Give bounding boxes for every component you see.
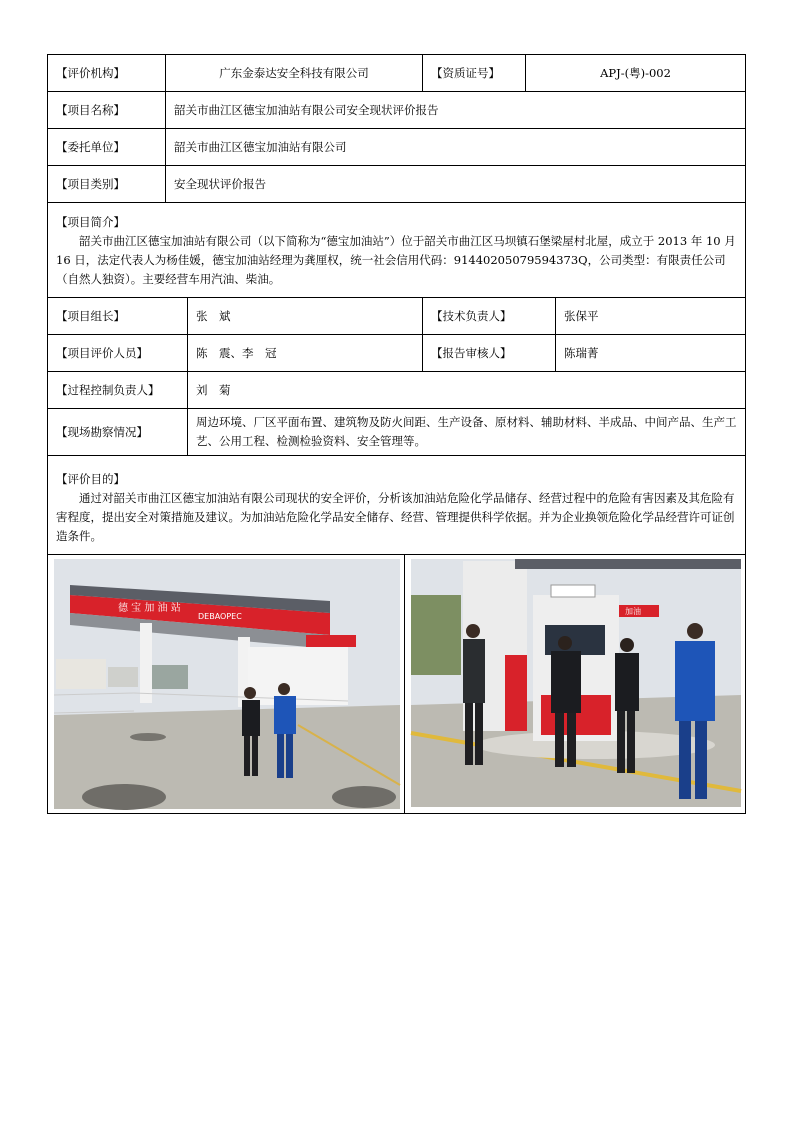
evaluator-names: 陈 震、李 冠 <box>188 335 423 372</box>
row-purpose <box>48 456 746 555</box>
row-site <box>48 409 746 456</box>
purpose-label: 【评价目的】 <box>56 472 125 486</box>
tech-lead-name: 张保平 <box>556 298 746 335</box>
photos-cell <box>48 555 746 814</box>
canopy-sign-cn: 德 宝 加 油 站 <box>118 603 181 614</box>
project-info-table <box>47 54 746 814</box>
label-org: 【评价机构】 <box>48 55 166 92</box>
report-sheet <box>47 54 745 814</box>
reviewer-name: 陈瑞菁 <box>556 335 746 372</box>
row-org <box>48 55 746 92</box>
pump-sign: 加油 <box>625 607 641 616</box>
label-reviewer: 【报告审核人】 <box>423 335 556 372</box>
photo-station-canopy <box>48 555 405 813</box>
intro-text: 韶关市曲江区德宝加油站有限公司（以下简称为“德宝加油站”）位于韶关市曲江区马坝镇石堡梁屋村北屋，成立于 2013 年 10 月 16 日，法定代表人为杨佳媛，德宝加油站经理为龚厘权，统一社会信用代码：91440205079594373Q，公司类型：有限责任公司（自然人独资）。主要经营车用汽油、柴油。 <box>56 234 736 286</box>
org-name: 广东金泰达安全科技有限公司 <box>166 55 423 92</box>
cert-number: APJ-(粤)-002 <box>526 55 746 92</box>
label-process: 【过程控制负责人】 <box>48 372 188 409</box>
label-client: 【委托单位】 <box>48 129 166 166</box>
row-leader <box>48 298 746 335</box>
site-value: 周边环境、厂区平面布置、建筑物及防火间距、生产设备、原材料、辅助材料、半成品、中间产品、生产工艺、公用工程、检测检验资料、安全管理等。 <box>188 409 746 456</box>
leader-name: 张 斌 <box>188 298 423 335</box>
row-client <box>48 129 746 166</box>
label-tech-lead: 【技术负责人】 <box>423 298 556 335</box>
intro-cell <box>48 203 746 298</box>
label-leader: 【项目组长】 <box>48 298 188 335</box>
project-name: 韶关市曲江区德宝加油站有限公司安全现状评价报告 <box>166 92 746 129</box>
purpose-cell <box>48 456 746 555</box>
row-process <box>48 372 746 409</box>
row-intro <box>48 203 746 298</box>
category-value: 安全现状评价报告 <box>166 166 746 203</box>
label-site: 【现场勘察情况】 <box>48 409 188 456</box>
canopy-sign-en: DEBAOPEC <box>198 612 242 621</box>
row-project-name <box>48 92 746 129</box>
client-name: 韶关市曲江区德宝加油站有限公司 <box>166 129 746 166</box>
purpose-text: 通过对韶关市曲江区德宝加油站有限公司现状的安全评价，分析该加油站危险化学品储存、经营过程中的危险有害因素及其危险有害程度，提出安全对策措施及建议。为加油站危险化学品安全储存、经营、管理提供科学依据。并为企业换领危险化学品经营许可证创造条件。 <box>56 491 735 543</box>
process-name: 刘 菊 <box>188 372 746 409</box>
row-evaluators <box>48 335 746 372</box>
label-project-name: 【项目名称】 <box>48 92 166 129</box>
photo-pump-inspection <box>405 555 745 813</box>
intro-label: 【项目简介】 <box>56 215 125 229</box>
label-evaluators: 【项目评价人员】 <box>48 335 188 372</box>
label-category: 【项目类别】 <box>48 166 166 203</box>
row-photos <box>48 555 746 814</box>
row-category <box>48 166 746 203</box>
label-cert: 【资质证号】 <box>423 55 526 92</box>
